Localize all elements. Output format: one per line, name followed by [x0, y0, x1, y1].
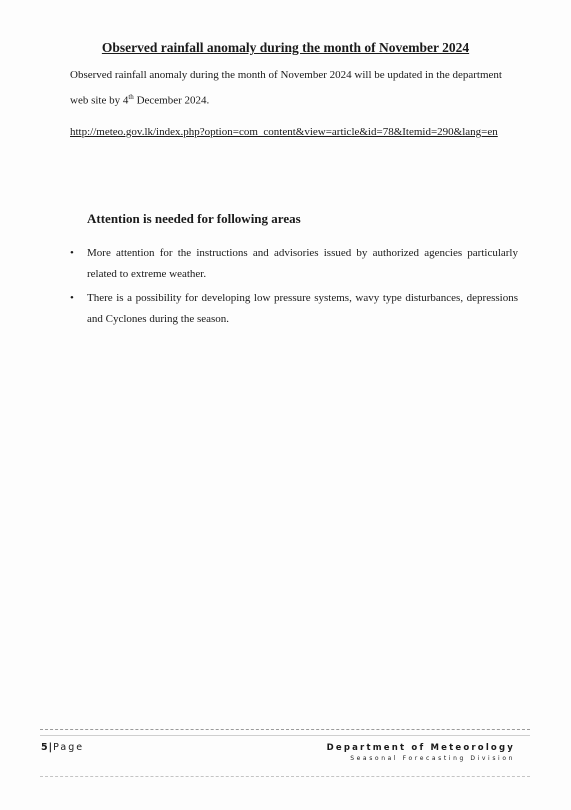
page-title: Observed rainfall anomaly during the month of November 2024 [101, 40, 470, 55]
page-number [41, 742, 84, 753]
list-item [70, 288, 518, 330]
bullet-text: There is a possibility for developing low pressure systems, wavy type disturbances, depressions and Cyclones during the season. [87, 292, 518, 325]
page-number-value: 5 [41, 742, 49, 753]
notice-text: Observed rainfall anomaly during the month of November 2024 will be updated in the department web site by 4 [70, 69, 502, 107]
update-notice-paragraph [70, 64, 520, 112]
bullet-icon: • [70, 247, 74, 259]
bullet-text: More attention for the instructions and advisories issued by authorized agencies particularly related to extreme weather. [87, 247, 518, 280]
notice-text-end: December 2024. [133, 94, 210, 107]
attention-heading: Attention is needed for following areas [87, 211, 301, 226]
division-name: Seasonal Forecasting Division [350, 755, 515, 762]
notice-superscript: th [128, 93, 134, 101]
list-item [70, 243, 518, 285]
footer-divider [40, 776, 530, 777]
department-name: Department of Meteorology [326, 743, 515, 753]
footer-divider [40, 729, 530, 730]
page-word: Page [53, 742, 85, 753]
footer-department [327, 743, 515, 762]
bullet-icon: • [70, 292, 74, 304]
attention-list [70, 243, 518, 333]
department-website-link[interactable]: http://meteo.gov.lk/index.php?option=com_content&view=article&id=78&Itemid=290&lang=en [70, 126, 498, 138]
footer-divider [40, 735, 530, 736]
page-separator: | [48, 742, 54, 753]
